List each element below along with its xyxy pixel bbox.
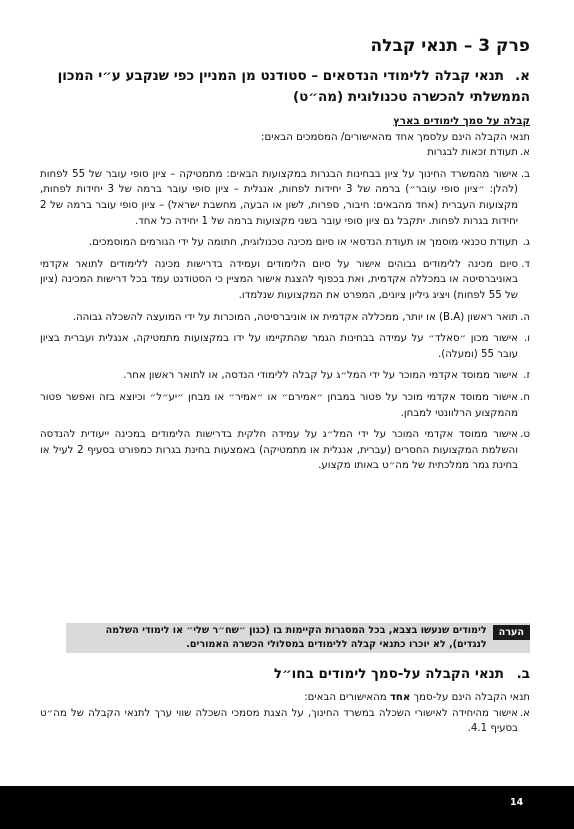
item-marker: א. (519, 147, 530, 159)
list-item (40, 145, 530, 161)
section-b-body (40, 690, 530, 737)
footer-bar (0, 786, 574, 829)
page-number: 14 (510, 797, 524, 808)
section-b-intro-start: תנאי הקבלה הינם על-סמך (410, 692, 530, 703)
section-b-letter: ב. (516, 666, 530, 682)
item-marker: ד. (521, 258, 530, 270)
item-marker: ב. (520, 168, 530, 180)
section-b-title-text: תנאי הקבלה על-סמך לימודים בחו״ל (273, 666, 504, 682)
item-marker: ו. (523, 333, 530, 345)
item-text: סיום מכינה ללימודים גבוהים אישור על סיום הלימודים ועמידה בדרישות מכינה ללימודים לתואר אקדמי באוניברסיטה או במכללה אקדמית, ואת בכפוף להצגת אישור המציין כי הסטודנט עמד בכל דרישות המכינה (ציון של 55 לפחות) ויציג גיליון ציונים, המפרט את המקצועות שנלמדו. (40, 258, 518, 301)
item-marker: ה. (520, 311, 530, 323)
list-item (40, 390, 530, 421)
item-text: תואר ראשון (B.A) או יותר, ממכללה אקדמית או אוניברסיטה, המוכרות על ידי המועצה להשכלה גבוהה. (72, 311, 518, 323)
list-item (40, 706, 530, 737)
item-text: אישור מכון ״סאלד״ על עמידה בבחינות הגמר שהתקיימו על ידו במקצועות מתמטיקה, אנגלית ועברית בציון עובר 55 (ומעלה). (40, 333, 518, 360)
item-text: תעודת זכאות לבגרות (427, 147, 518, 159)
item-marker: ח. (520, 391, 530, 403)
item-marker: ג. (522, 237, 530, 249)
section-b-title (274, 666, 530, 682)
note-text: לימודים שנעשו בצבא, בכל המסגרות הקיימות בו (כגון ״שח״ר שלי״ או לימודי השלמה לנגדים), לא יוכרו כתנאי קבלה ללימודים במסלולי הכשרה האמורים. (105, 625, 487, 650)
section-a-title-text: תנאי קבלה ללימודי הנדסאים – סטודנט מן המניין כפי שנקבע ע״י המכון הממשלתי להכשרה טכנולוגית (מה״ט) (57, 68, 530, 105)
list-item (40, 167, 530, 229)
list-item (40, 368, 530, 384)
item-marker: א. (519, 707, 530, 719)
item-text: אישור מהיחידה לאישורי השכלה במשרד החינוך, על הצגת מסמכי השכלה שווי ערך לתנאי הקבלה של מה״ט בסעיף 4.1. (40, 707, 518, 735)
item-text: אישור ממוסד אקדמי המוכר על ידי המל״ג על עמידה חלקית בדרישות הלימודים במכינה ייעודית להנדסה והשלמת המקצועות החסרים (עברית, אנגלית או מתמטיקה) באמצעות בחינת בגרות כמפורט בסעיף 2 לעיל או בחינת גמר ממלכתית של מה״ט באותו מקצוע. (40, 429, 518, 472)
list-item (40, 331, 530, 362)
item-marker: ט. (520, 429, 530, 441)
list-item (40, 310, 530, 326)
item-text: אישור מהמשרד החינוך על ציון בבחינות הבגרות במקצועות הבאים: מתמטיקה – ציון סופי עובר של 55 לפחות (להלן: ״ציון סופי עובר״) ברמה של 3 יחידות לפחות, אנגלית – ציון סופי עובר ברמה של 3 יחידות לפחות, מקצועות העברית (אחד מהבאים: חיבור, ספרות, לשון או הבעה, מחשבת ישראל) – ציון סופי עובר ברמה של 2 יחידות בגרות לפחות. יתקבל גם ציון סופי עובר בשני מקצועות ברמה של 1 יחידה כל אחד. (40, 168, 518, 227)
item-text: אישור ממוסד אקדמי מוכר על פטור במבחן ״אמירם״ או ״אמיר״ או מבחן ״יע״ל״ וכיוצא בזה ואפשר פטור מהמקצוע הרלוונטי למבחן. (40, 391, 518, 419)
section-b-intro-end: מהאישורים הבאים: (304, 692, 390, 703)
item-marker: ז. (523, 370, 530, 382)
section-a-body (40, 114, 530, 474)
section-b-intro-bold: אחד (389, 692, 411, 703)
section-a-title (40, 66, 530, 108)
section-a-intro: תנאי הקבלה הינם עלסמך אחד מהאישורים/ המסמכים הבאים: (261, 131, 530, 143)
section-b-intro (40, 690, 530, 706)
list-item (40, 257, 530, 304)
item-text: אישור ממוסד אקדמי המוכר על ידי המל״ג על קבלה ללימודי הנדסה, או לתואר ראשון אחר. (123, 370, 518, 382)
note-box (66, 623, 530, 653)
item-text: תעודת טכנאי מוסמך או תעודת הנדסאי או סיום מכינה טכנולוגית, חתומה על ידי הגורמים המוסמכים. (88, 237, 518, 249)
list-item (40, 235, 530, 251)
chapter-title: פרק 3 – תנאי קבלה (370, 36, 530, 56)
note-tag: הערה (493, 625, 530, 640)
section-a-letter: א. (515, 68, 530, 84)
section-a-subheading: קבלה על סמך לימודים בארץ (393, 116, 530, 127)
list-item (40, 427, 530, 474)
